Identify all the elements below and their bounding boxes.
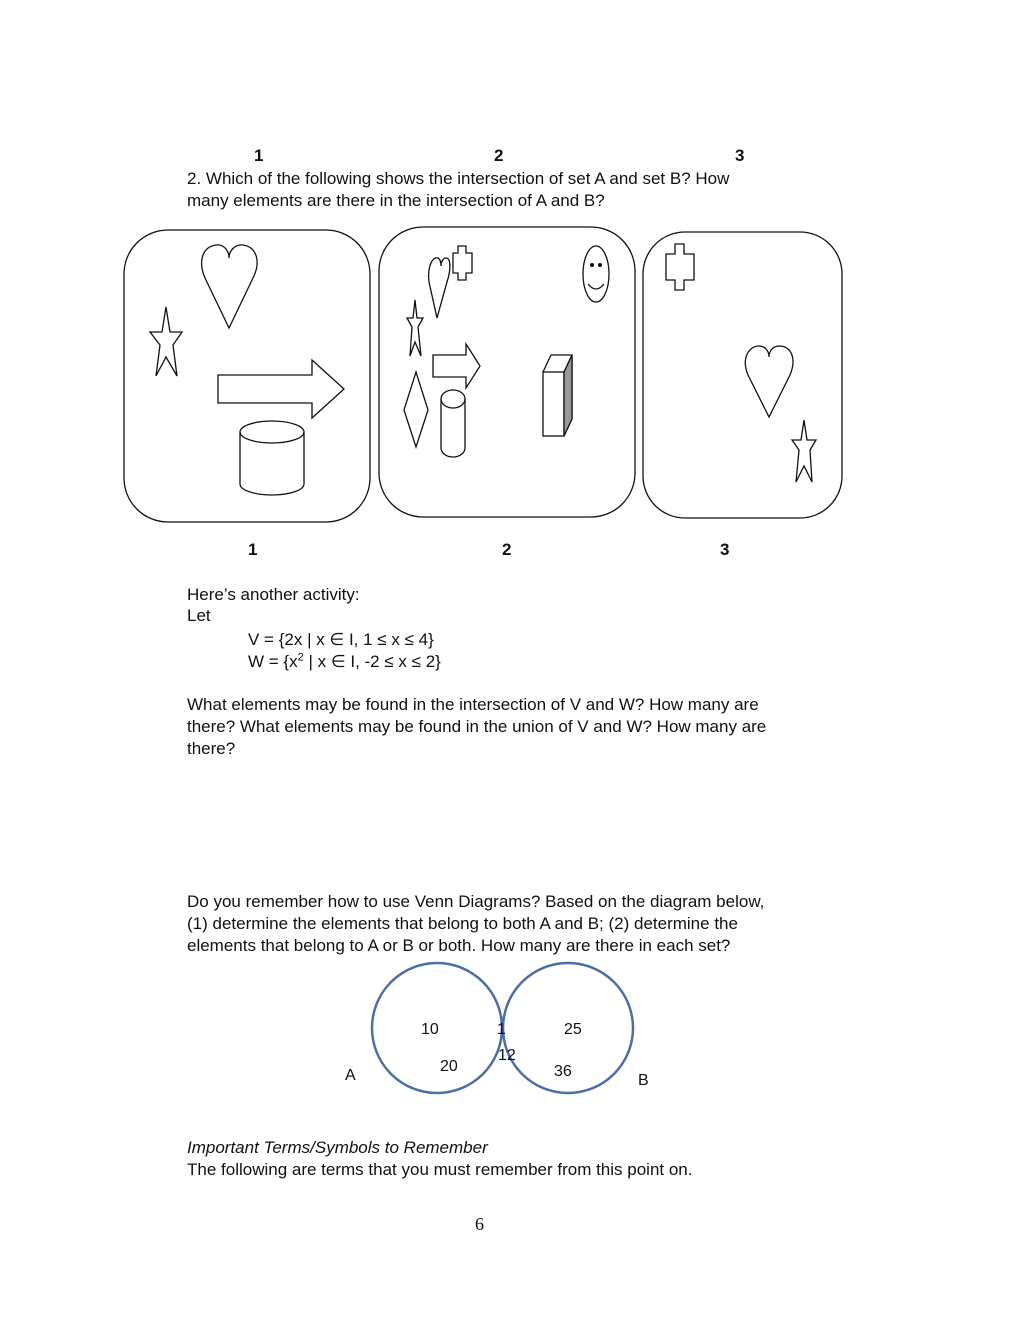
venn-b-only-2: 36 [554, 1063, 572, 1080]
cross-icon [453, 246, 472, 280]
activity-let: Let [187, 606, 211, 625]
diamond-icon [404, 372, 428, 447]
activity-intro: Here’s another activity: [187, 585, 360, 604]
top-label-2: 2 [494, 146, 504, 165]
top-label-3: 3 [735, 146, 745, 165]
star-icon [150, 307, 182, 376]
venn-both-1: 1 [497, 1021, 506, 1038]
cylinder-icon [240, 421, 304, 495]
venn-label-a: A [345, 1067, 356, 1084]
venn-intro-line-2: (1) determine the elements that belong to both A and B; (2) determine the [187, 914, 738, 933]
activity-question-line-2: there? What elements may be found in the union of V and W? How many are [187, 717, 767, 736]
set-w-exponent: 2 [297, 651, 304, 664]
set-w-suffix: | x ∈ I, -2 ≤ x ≤ 2} [303, 652, 441, 671]
question-2-line-2: many elements are there in the intersection of A and B? [187, 191, 605, 210]
venn-diagram [330, 960, 670, 1130]
bottom-label-1: 1 [248, 540, 258, 559]
set-w [248, 651, 441, 673]
venn-intro-line-3: elements that belong to A or B or both. How many are there in each set? [187, 936, 731, 955]
arrow-icon [433, 344, 480, 388]
activity-question-line-1: What elements may be found in the intersection of V and W? How many are [187, 695, 759, 714]
heart-icon [429, 258, 450, 318]
venn-both-2: 12 [498, 1047, 516, 1064]
star-icon [407, 300, 423, 356]
star-icon [792, 420, 816, 482]
venn-a-only-1: 10 [421, 1021, 439, 1038]
shape-boxes [0, 0, 1024, 540]
box-2 [379, 227, 635, 517]
venn-intro-line-1: Do you remember how to use Venn Diagrams? Based on the diagram below, [187, 892, 765, 911]
terms-heading: Important Terms/Symbols to Remember [187, 1138, 488, 1157]
set-w-prefix: W = {x [248, 652, 298, 671]
arrow-icon [218, 360, 344, 418]
question-2-line-1: 2. Which of the following shows the intersection of set A and set B? How [187, 169, 730, 188]
set-v: V = {2x | x ∈ I, 1 ≤ x ≤ 4} [248, 630, 434, 649]
venn-a-only-2: 20 [440, 1058, 458, 1075]
smiley-icon [583, 246, 609, 302]
bottom-label-2: 2 [502, 540, 512, 559]
heart-icon [202, 245, 257, 328]
box-1 [124, 230, 370, 522]
cylinder-icon [441, 390, 465, 457]
top-label-1: 1 [254, 146, 264, 165]
terms-line: The following are terms that you must remember from this point on. [187, 1160, 693, 1179]
prism-icon [543, 355, 572, 436]
page-number: 6 [475, 1214, 484, 1234]
bottom-label-3: 3 [720, 540, 730, 559]
activity-question-line-3: there? [187, 739, 236, 758]
cross-icon [666, 244, 694, 290]
venn-b-only-1: 25 [564, 1021, 582, 1038]
venn-label-b: B [638, 1072, 649, 1089]
heart-icon [745, 346, 793, 417]
